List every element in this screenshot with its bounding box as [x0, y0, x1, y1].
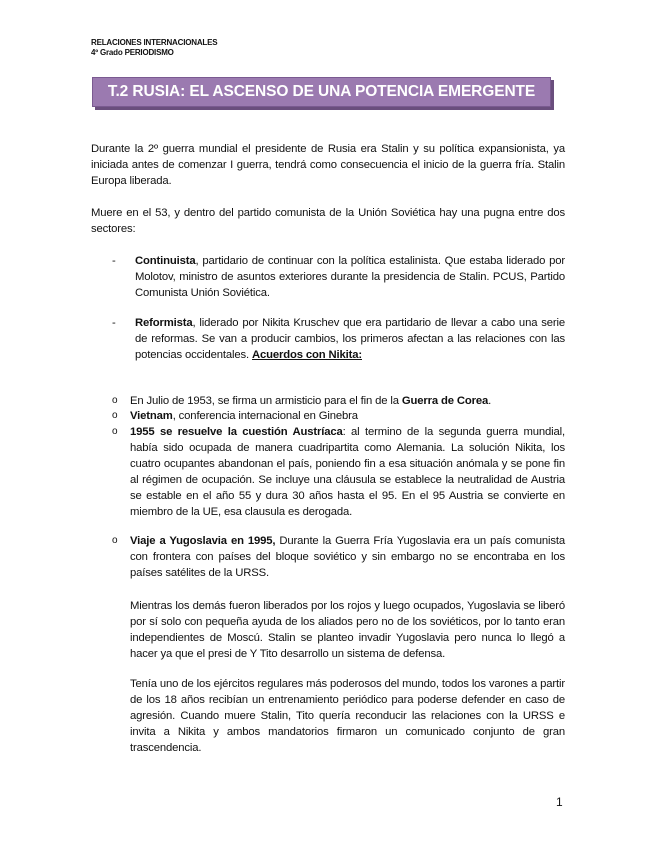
agreement-term: Viaje a Yugoslavia en 1995, — [130, 535, 276, 547]
circle-bullet: o — [112, 395, 118, 406]
circle-bullet: o — [112, 535, 118, 546]
agreement-text — [130, 424, 565, 520]
agreement-text — [130, 533, 565, 581]
page-title: T.2 RUSIA: EL ASCENSO DE UNA POTENCIA EMERGENTE — [107, 83, 536, 100]
document-header — [91, 38, 217, 58]
agreement-term: Guerra de Corea — [401, 395, 489, 407]
yugoslavia-paragraph: Tenía uno de los ejércitos regulares más poderosos del mundo, todos los varones a partir de los 18 años recibían un entrenamiento periódico para poderse defender en caso de agresión. Cuando muere Stalin, Tito quería reconducir las relaciones con la URSS e invita a Nikita y ambos mandatorios firmaron un comunicado conjunto de gran trascendencia. — [130, 678, 565, 754]
sector-term: Reformista — [135, 317, 193, 329]
agreement-text — [130, 408, 565, 424]
agreement-post: . — [488, 395, 492, 407]
sector-text: , liderado por Nikita Kruschev que era partidario de llevar a cabo una serie de reformas. Se van a producir cambios, los primeros afectan a las relaciones con las potencias occidentales. — [135, 317, 565, 361]
sector-text: , partidario de continuar con la política estalinista. Que estaba liderado por Molotov, ministro de asuntos exteriores durante la presidencia de Stalin. PCUS, Partido Comunista Unión Soviética. — [135, 255, 565, 299]
header-course: RELACIONES INTERNACIONALES — [91, 38, 218, 47]
agreement-term: Vietnam — [130, 410, 173, 422]
agreement-pre: En Julio de 1953, se firma un armisticio para el fin de la — [130, 395, 402, 407]
title-banner — [92, 77, 551, 107]
agreement-post: : al termino de la segunda guerra mundial, había sido ocupada de manera cuadripartita como Alemania. La solución Nikita, los cuatro ocupantes abandonan el país, poniendo fin a esa situación anómala y se pone fin al régimen de ocupación. Se incluye una cláusula se establece la neutralidad de Austria se estable en el año 55 y dura 30 años hasta el 95. En el 95 Austria se convierte en miembro de la UE, esa clausula es derogada. — [130, 426, 565, 518]
agreement-post: , conferencia internacional en Ginebra — [172, 410, 358, 422]
agreement-term: 1955 se resuelve la cuestión Austríaca — [130, 426, 343, 438]
agreement-text — [130, 393, 565, 409]
page-number: 1 — [556, 795, 563, 809]
circle-bullet: o — [112, 410, 118, 421]
sector-term: Continuista — [135, 255, 196, 267]
sector-description — [135, 315, 565, 363]
sector-description — [135, 253, 565, 301]
circle-bullet: o — [112, 426, 118, 437]
yugoslavia-paragraph: Mientras los demás fueron liberados por los rojos y luego ocupados, Yugoslavia se liberó por sí solo con pequeña ayuda de los aliados pero no de los soviéticos, por lo tanto eran independientes de Moscú. Stalin se planteo invadir Yugoslavia pero nunca lo llegó a hacer ya que el presi de Y Tito desarrollo un sistema de defensa. — [130, 600, 565, 660]
intro-paragraph: Durante la 2º guerra mundial el presidente de Rusia era Stalin y su política expansionista, ya iniciada antes de comenzar I guerra, tendrá como consecuencia el inicio de la guerra fría. Stalin Europa liberada. — [91, 143, 565, 187]
agreement-post: Durante la Guerra Fría Yugoslavia era un país comunista con frontera con países del bloque soviético y sin embargo no se encontraba en los países satélites de la URSS. — [130, 535, 565, 579]
agreements-heading: Acuerdos con Nikita: — [252, 349, 362, 361]
dash-bullet: - — [112, 255, 116, 267]
context-paragraph: Muere en el 53, y dentro del partido comunista de la Unión Soviética hay una pugna entre dos sectores: — [91, 207, 565, 235]
dash-bullet: - — [112, 317, 116, 329]
header-grade: 4º Grado PERIODISMO — [91, 48, 174, 57]
